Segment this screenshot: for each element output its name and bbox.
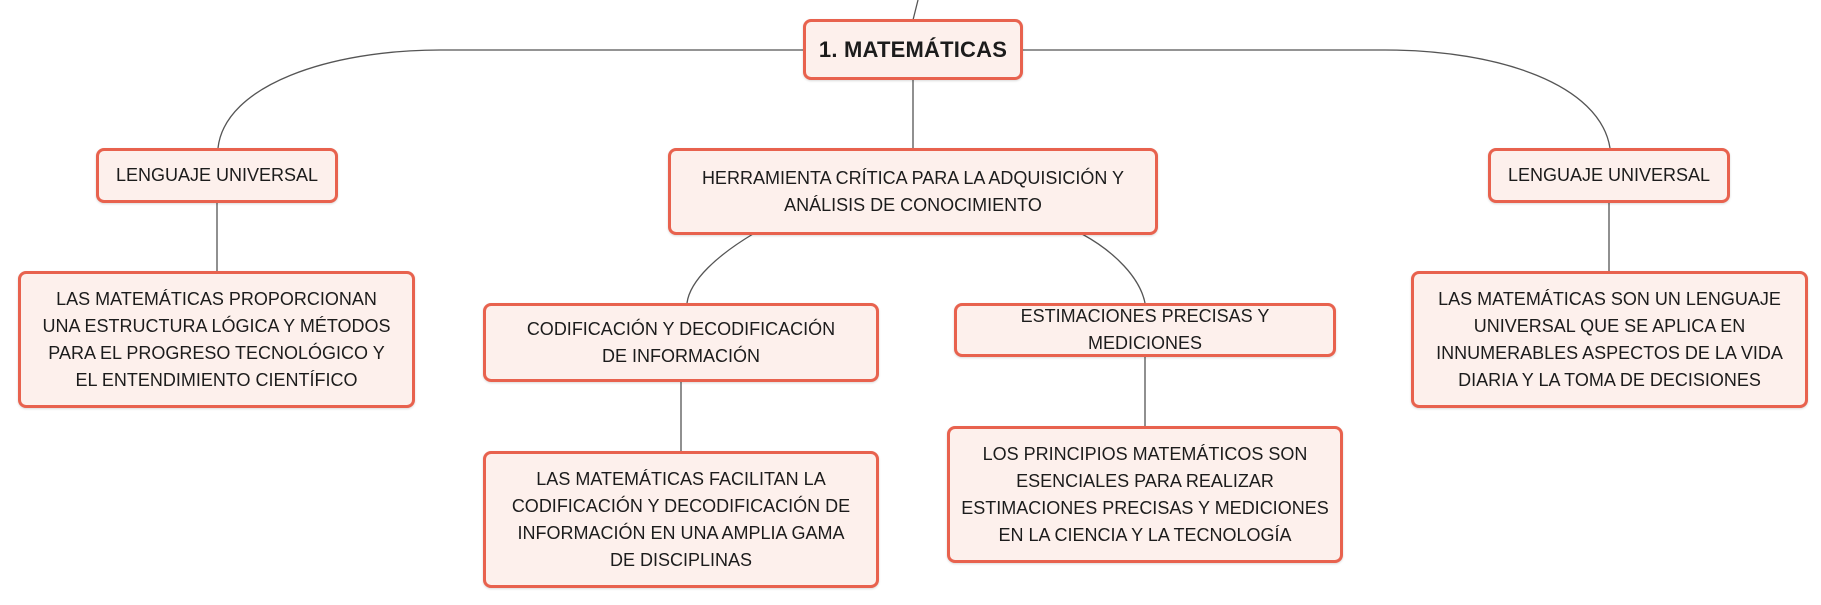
branch-left-label: LENGUAJE UNIVERSAL <box>115 165 319 185</box>
branch-right-label: LENGUAJE UNIVERSAL <box>1507 165 1711 185</box>
estimaciones-detail-node[interactable] <box>947 426 1343 563</box>
branch-center-node[interactable] <box>668 148 1158 235</box>
branch-left-detail-node[interactable] <box>18 271 415 408</box>
branch-left-node[interactable] <box>96 148 338 203</box>
branch-right-detail-node[interactable] <box>1411 271 1808 408</box>
codificacion-label: CODIFICACIÓN Y DECODIFICACIÓN DE INFORMACIÓN <box>526 318 836 366</box>
branch-left-detail-label: LAS MATEMÁTICAS PROPORCIONAN UNA ESTRUCTURA LÓGICA Y MÉTODOS PARA EL PROGRESO TECNOLÓGICO Y EL ENTENDIMIENTO CIENTÍFICO <box>42 288 391 390</box>
root-label: 1. MATEMÁTICAS <box>818 37 1008 62</box>
root-node[interactable] <box>803 19 1023 80</box>
estimaciones-node[interactable] <box>954 303 1336 357</box>
branch-right-node[interactable] <box>1488 148 1730 203</box>
connector-root-right <box>1021 50 1610 148</box>
branch-right-detail-label: LAS MATEMÁTICAS SON UN LENGUAJE UNIVERSAL QUE SE APLICA EN INNUMERABLES ASPECTOS DE LA VIDA DIARIA Y LA TOMA DE DECISIONES <box>1436 288 1783 390</box>
codificacion-node[interactable] <box>483 303 879 382</box>
codificacion-detail-node[interactable] <box>483 451 879 588</box>
connector-center-estim <box>1082 234 1145 303</box>
estimaciones-label: ESTIMACIONES PRECISAS Y MEDICIONES <box>1020 306 1270 353</box>
connector-center-codif <box>687 234 753 303</box>
codificacion-detail-label: LAS MATEMÁTICAS FACILITAN LA CODIFICACIÓN Y DECODIFICACIÓN DE INFORMACIÓN EN UNA AMPLIA GAMA DE DISCIPLINAS <box>511 468 851 570</box>
branch-center-label: HERRAMIENTA CRÍTICA PARA LA ADQUISICIÓN Y ANÁLISIS DE CONOCIMIENTO <box>701 167 1125 215</box>
connector-root-parent <box>913 0 918 20</box>
estimaciones-detail-label: LOS PRINCIPIOS MATEMÁTICOS SON ESENCIALES PARA REALIZAR ESTIMACIONES PRECISAS Y MEDICIONES EN LA CIENCIA Y LA TECNOLOGÍA <box>961 443 1329 545</box>
connector-root-left <box>218 50 806 148</box>
